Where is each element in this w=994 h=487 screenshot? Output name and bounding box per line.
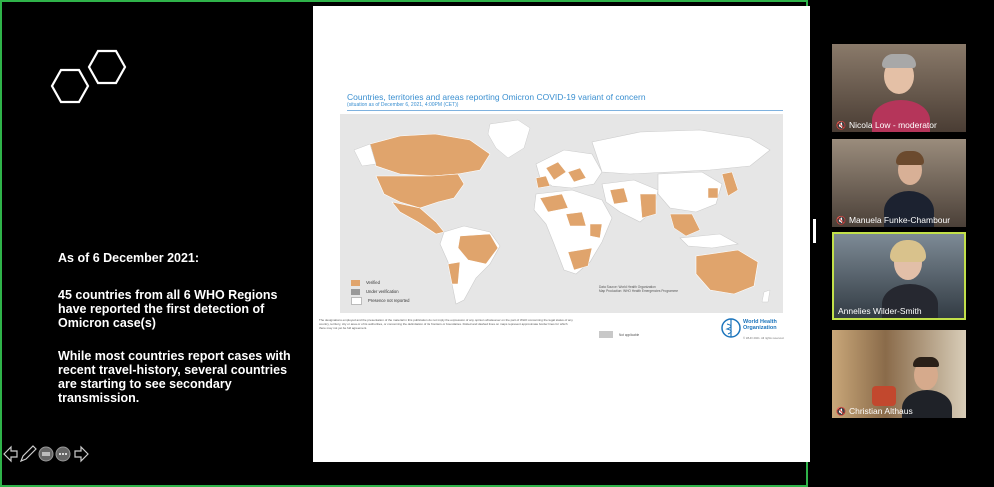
- panel-resize-handle[interactable]: [813, 219, 816, 243]
- slideshow-controls: [2, 443, 97, 465]
- legend-label: Not applicable: [619, 332, 640, 337]
- map-subtitle: (situation as of December 6, 2021, 4:00PM (CET)): [347, 102, 459, 108]
- previous-arrow-icon[interactable]: [4, 447, 17, 461]
- slide-image: [313, 6, 810, 462]
- person-hair: [896, 151, 924, 165]
- participant-name-text: Manuela Funke-Chambour: [848, 215, 951, 225]
- legend-swatch-verified: [351, 280, 360, 286]
- participant-tile[interactable]: [832, 44, 966, 132]
- legend-item: [351, 296, 409, 305]
- legend-label: Under verification: [366, 289, 399, 294]
- who-name: [743, 319, 777, 331]
- slides-icon[interactable]: [39, 447, 53, 461]
- source-line: Map Production: WHO Health Emergencies Programme: [599, 289, 679, 294]
- background-chair: [872, 386, 896, 406]
- map-title: Countries, territories and areas reporting Omicron COVID-19 variant of concern: [347, 92, 646, 102]
- legend-label: Verified: [366, 280, 380, 285]
- legend-label: Presence not reported: [368, 298, 410, 303]
- legend-item: [351, 278, 409, 287]
- more-icon[interactable]: [56, 447, 70, 461]
- muted-mic-icon: 🔇: [836, 120, 846, 130]
- person-hair: [913, 357, 939, 367]
- map-source: [599, 285, 719, 293]
- legend-swatch-not-reported: [351, 297, 362, 305]
- copyright: © WHO 2021. All rights reserved.: [743, 336, 785, 340]
- muted-mic-icon: 🔇: [836, 406, 846, 416]
- slide-paragraph-1: 45 countries from all 6 WHO Regions have reported the first detection of Omicron case(s): [58, 288, 278, 330]
- map-legend: [351, 278, 409, 305]
- title-rule: [347, 110, 783, 111]
- slide-paragraph-2: While most countries report cases with recent travel-history, several countries are starting to see secondary transmission.: [58, 349, 291, 405]
- who-name-line: Organization: [743, 325, 777, 331]
- participant-name-text: Christian Althaus: [848, 406, 913, 416]
- person-hair: [882, 54, 916, 68]
- participant-tile-active-speaker[interactable]: [832, 232, 966, 320]
- muted-mic-icon: 🔇: [836, 215, 846, 225]
- participant-name-text: Nicola Low - moderator: [848, 120, 937, 130]
- map-disclaimer: The designations employed and the presentation of the material in this publication do not imply the expression of any opinion whatsoever on the part of WHO concerning the legal status of any country, territory, city or area or of its authorities, or concerning the delimitation of its frontiers or boundaries. Dotted and dashed lines on maps represent approximate border lines for which there may not yet be full agreement.: [319, 318, 573, 330]
- legend-item: [351, 287, 409, 296]
- participant-name: [838, 306, 922, 316]
- participant-name: [836, 406, 913, 416]
- legend-not-applicable: [599, 331, 639, 338]
- person-hair: [890, 240, 926, 262]
- hexagon-logo: [48, 46, 130, 112]
- legend-swatch-not-applicable: [599, 331, 613, 338]
- participant-tile[interactable]: [832, 139, 966, 227]
- participant-name: [836, 215, 950, 225]
- participant-tile[interactable]: [832, 330, 966, 418]
- slide-heading: As of 6 December 2021:: [58, 251, 200, 265]
- source-line: Data Source: World Health Organization: [599, 285, 656, 289]
- next-arrow-icon[interactable]: [75, 447, 88, 461]
- participant-name: [836, 120, 937, 130]
- who-name-line: World Health: [743, 319, 777, 325]
- pen-icon[interactable]: [21, 446, 36, 461]
- participant-name-text: Annelies Wilder-Smith: [838, 306, 922, 316]
- legend-swatch-under-verification: [351, 289, 360, 295]
